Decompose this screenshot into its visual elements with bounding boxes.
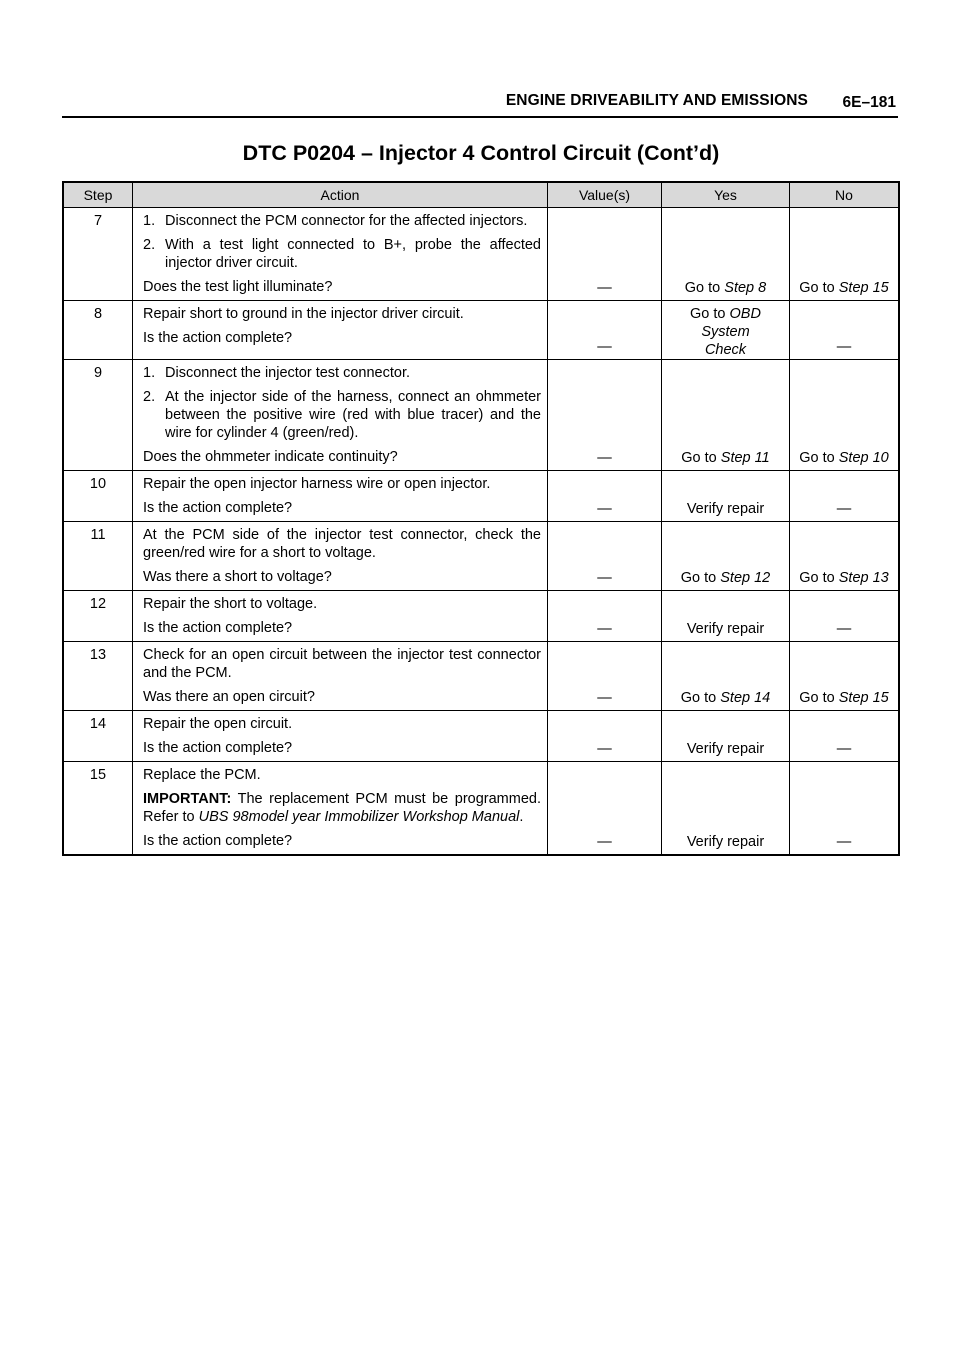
value-cell: —	[548, 208, 662, 301]
table-row	[63, 642, 899, 711]
yes-cell: Go to Step 11	[662, 360, 790, 471]
action-cell: Replace the PCM. IMPORTANT: The replacement PCM must be programmed. Refer to UBS 98model year Immobilizer Workshop Manual. Is the action complete?	[133, 762, 548, 856]
page-number: 6E–181	[842, 94, 896, 111]
action-cell: Repair the open injector harness wire or open injector. Is the action complete?	[133, 471, 548, 522]
column-header-yes: Yes	[662, 182, 790, 208]
table-row	[63, 471, 899, 522]
no-cell: —	[790, 711, 900, 762]
value-cell: —	[548, 591, 662, 642]
yes-cell: Verify repair	[662, 591, 790, 642]
step-number: 7	[63, 208, 133, 301]
action-cell: At the PCM side of the injector test connector, check the green/red wire for a short to voltage. Was there a short to voltage?	[133, 522, 548, 591]
value-cell: —	[548, 642, 662, 711]
section-title: ENGINE DRIVEABILITY AND EMISSIONS	[505, 92, 808, 109]
column-header-step: Step	[63, 182, 133, 208]
action-cell: 1. Disconnect the PCM connector for the affected injectors. 2. With a test light connected to B+, probe the affected injector driver circuit. Does the test light illuminate?	[133, 208, 548, 301]
step-number: 11	[63, 522, 133, 591]
page-header	[62, 88, 898, 118]
action-cell: Repair the open circuit. Is the action complete?	[133, 711, 548, 762]
no-cell: —	[790, 762, 900, 856]
yes-cell: Verify repair	[662, 471, 790, 522]
table-row	[63, 522, 899, 591]
value-cell: —	[548, 762, 662, 856]
step-number: 10	[63, 471, 133, 522]
step-number: 12	[63, 591, 133, 642]
diagnostic-table	[62, 181, 900, 856]
yes-cell: Verify repair	[662, 762, 790, 856]
value-cell: —	[548, 301, 662, 360]
page-title: DTC P0204 – Injector 4 Control Circuit (Cont’d)	[242, 141, 720, 165]
table-row	[63, 208, 899, 301]
table-row	[63, 711, 899, 762]
step-number: 13	[63, 642, 133, 711]
yes-cell: Go to Step 14	[662, 642, 790, 711]
no-cell: Go to Step 15	[790, 208, 900, 301]
important-note: IMPORTANT: The replacement PCM must be programmed. Refer to UBS 98model year Immobilizer Workshop Manual.	[143, 791, 541, 825]
action-cell: 1. Disconnect the injector test connector. 2. At the injector side of the harness, connect an ohmmeter between the positive wire (red with blue tracer) and the wire for cylinder 4 (green/red). Does the ohmmeter indicate continuity?	[133, 360, 548, 471]
no-cell: —	[790, 471, 900, 522]
step-number: 8	[63, 301, 133, 360]
yes-cell: Go to Step 8	[662, 208, 790, 301]
no-cell: Go to Step 13	[790, 522, 900, 591]
column-header-values: Value(s)	[548, 182, 662, 208]
column-header-no: No	[790, 182, 900, 208]
yes-cell: Verify repair	[662, 711, 790, 762]
action-cell: Repair the short to voltage. Is the action complete?	[133, 591, 548, 642]
value-cell: —	[548, 471, 662, 522]
action-cell: Repair short to ground in the injector driver circuit. Is the action complete?	[133, 301, 548, 360]
table-row	[63, 762, 899, 856]
step-number: 15	[63, 762, 133, 856]
no-cell: —	[790, 301, 900, 360]
yes-cell: Go to Step 12	[662, 522, 790, 591]
column-header-action: Action	[133, 182, 548, 208]
step-number: 9	[63, 360, 133, 471]
yes-cell: Go to OBD System Check	[662, 301, 790, 360]
table-row	[63, 360, 899, 471]
value-cell: —	[548, 360, 662, 471]
table-row	[63, 301, 899, 360]
value-cell: —	[548, 711, 662, 762]
no-cell: —	[790, 591, 900, 642]
no-cell: Go to Step 10	[790, 360, 900, 471]
step-number: 14	[63, 711, 133, 762]
no-cell: Go to Step 15	[790, 642, 900, 711]
action-cell: Check for an open circuit between the injector test connector and the PCM. Was there an open circuit?	[133, 642, 548, 711]
value-cell: —	[548, 522, 662, 591]
table-header-row	[63, 182, 899, 208]
table-row	[63, 591, 899, 642]
